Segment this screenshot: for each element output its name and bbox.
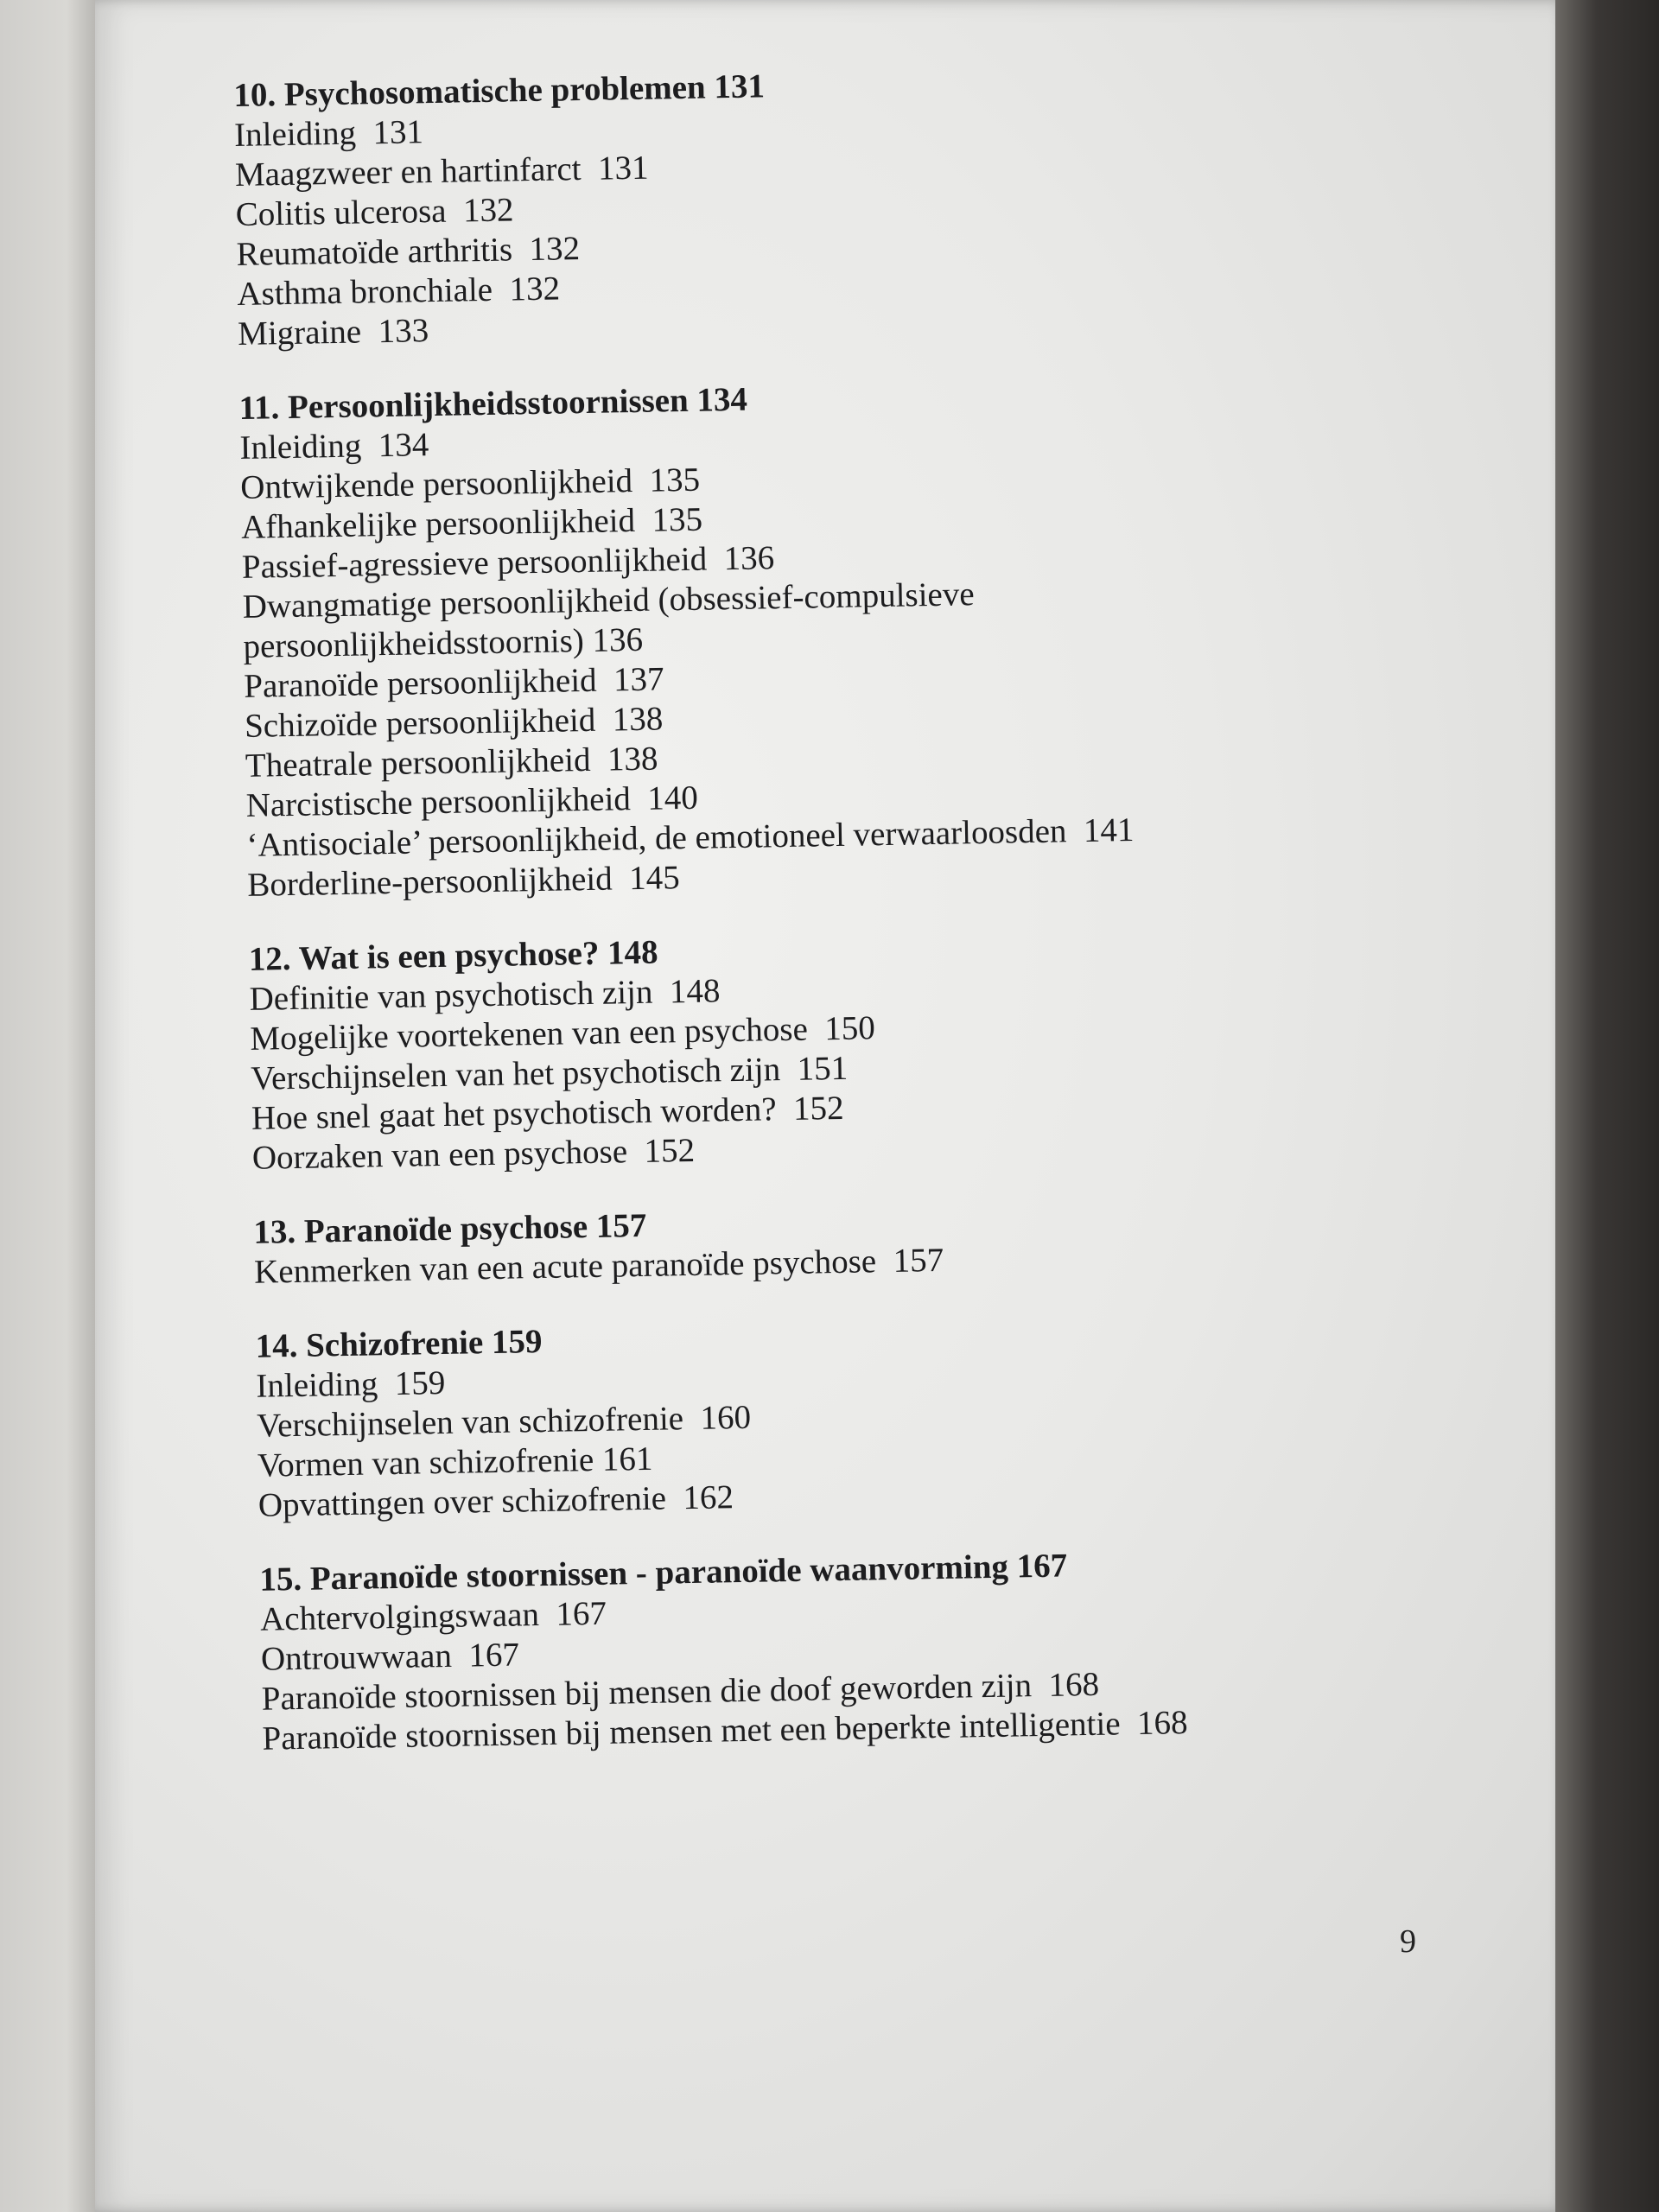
- toc-section: [255, 1306, 1468, 1525]
- toc-entry: Oorzaken van een psychose 152: [251, 1131, 696, 1177]
- chapter-heading: 14. Schizofrenie 159: [255, 1322, 543, 1365]
- toc-entry: Paranoïde stoornissen bij mensen met een beperkte intelligentie 168: [262, 1704, 1188, 1758]
- toc-entry: Colitis ulcerosa 132: [235, 191, 514, 233]
- toc-section: [238, 368, 1457, 906]
- toc-entry: Inleiding 131: [233, 113, 424, 154]
- toc-entry: Achtervolgingswaan 167: [259, 1594, 607, 1638]
- background-dark-edge: [1555, 0, 1659, 2212]
- toc-entry: Definitie van psychotisch zijn 148: [249, 972, 721, 1018]
- page-number: 9: [1400, 1923, 1416, 1960]
- toc-entry: Mogelijke voortekenen van een psychose 150: [250, 1009, 876, 1058]
- toc-entry: Passief-agressieve persoonlijkheid 136: [241, 539, 775, 586]
- toc-section: [233, 55, 1447, 354]
- toc-entry: Maagzweer en hartinfarct 131: [234, 149, 649, 194]
- toc-entry: Paranoïde persoonlijkheid 137: [243, 660, 664, 705]
- toc-section: [259, 1539, 1472, 1758]
- toc-entry: Schizoïde persoonlijkheid 138: [244, 700, 664, 745]
- chapter-heading: 12. Wat is een psychose? 148: [248, 933, 658, 978]
- toc-entry: Verschijnselen van het psychotisch zijn 151: [250, 1049, 849, 1097]
- toc-entry: Ontwijkende persoonlijkheid 135: [239, 461, 701, 506]
- chapter-heading: 13. Paranoïde psychose 157: [252, 1206, 647, 1251]
- toc-entry: Theatrale persoonlijkheid 138: [245, 740, 658, 785]
- toc-entry: Kenmerken van een acute paranoïde psychose 157: [253, 1241, 944, 1291]
- toc-entry: Borderline-persoonlijkheid 145: [246, 859, 681, 904]
- toc-entry: ‘Antisociale’ persoonlijkheid, de emotioneel verwaarloosden 141: [246, 810, 1135, 864]
- toc-section: [253, 1192, 1464, 1292]
- toc-entry: Vormen van schizofrenie 161: [257, 1440, 653, 1484]
- toc-entry: Inleiding 134: [239, 426, 429, 467]
- toc-entry: Reumatoïde arthritis 132: [236, 230, 581, 273]
- toc-entry: Ontrouwwaan 167: [260, 1636, 520, 1678]
- chapter-heading: 10. Psychosomatische problemen 131: [233, 67, 766, 114]
- toc-entry: Hoe snel gaat het psychotisch worden? 152: [251, 1089, 844, 1137]
- toc-entry: Paranoïde stoornissen bij mensen die doof geworden zijn 168: [261, 1665, 1100, 1718]
- toc-entry: Migraine 133: [237, 312, 429, 353]
- toc-section: [248, 918, 1462, 1178]
- toc-entry: Narcistische persoonlijkheid 140: [245, 779, 699, 824]
- toc-entry: Dwangmatige persoonlijkheid (obsessief-compulsieve persoonlijkheidsstoornis) 136: [242, 575, 975, 665]
- chapter-heading: 11. Persoonlijkheidsstoornissen 134: [238, 380, 748, 427]
- table-of-contents: [233, 55, 1472, 1794]
- toc-entry: Verschijnselen van schizofrenie 160: [256, 1398, 752, 1445]
- toc-entry: Inleiding 159: [256, 1363, 446, 1405]
- book-page: [95, 0, 1564, 2212]
- facing-page-edge: [0, 0, 95, 2212]
- chapter-heading: 15. Paranoïde stoornissen - paranoïde waanvorming 167: [259, 1547, 1068, 1599]
- toc-entry: Asthma bronchiale 132: [237, 270, 561, 313]
- toc-entry: Opvattingen over schizofrenie 162: [257, 1478, 734, 1524]
- toc-entry: Afhankelijke persoonlijkheid 135: [240, 500, 703, 546]
